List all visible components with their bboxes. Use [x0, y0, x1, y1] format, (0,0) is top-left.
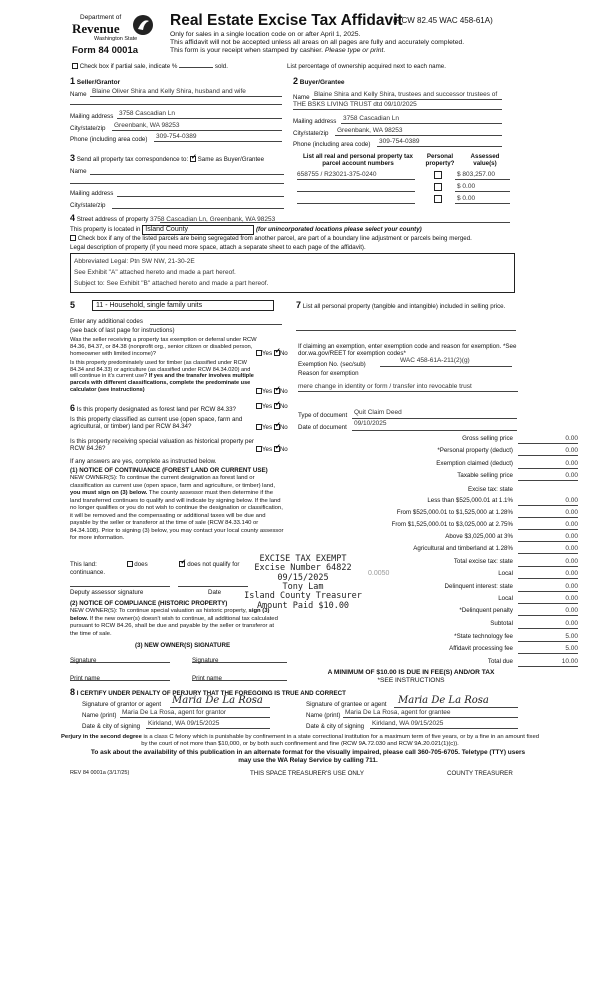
segregated-checkbox[interactable]: [70, 235, 76, 241]
personal-property-checkbox[interactable]: [434, 195, 442, 203]
land-use-select[interactable]: 11 - Household, single family units: [92, 300, 274, 311]
yes-checkbox[interactable]: [256, 403, 262, 409]
section4-street-row: 4 Street address of property 3758 Cascadian Ln, Greenbank, WA 98253: [70, 213, 276, 223]
buyer-name-line1[interactable]: Blaine Shira and Kelly Shira, trustees and successor trustees of: [314, 91, 498, 98]
fee-row: From $1,525,000.01 to $3,025,000 at 2.75% 0.00: [391, 521, 578, 528]
no-checkbox[interactable]: [274, 388, 280, 394]
same-as-buyer-checkbox[interactable]: [190, 156, 196, 162]
seller-city[interactable]: Greenbank, WA 98253: [114, 122, 180, 129]
exemption-no-label: Exemption No. (sec/sub): [298, 361, 366, 368]
fee-row: Taxable selling price 0.00: [457, 472, 578, 479]
yes-no-group: Yes ✓ No: [256, 388, 288, 395]
fee-row: Local 0.00: [498, 595, 578, 602]
parcel-number[interactable]: 658755 / R23021-375-0240: [297, 171, 377, 178]
seller-heading: 1 Seller/Grantor: [70, 76, 121, 86]
grantor-sig-label: Signature of grantor or agent: [82, 701, 162, 708]
assessed-value[interactable]: $ 0.00: [457, 183, 476, 190]
see-instructions-note: *SEE INSTRUCTIONS: [377, 677, 445, 684]
fee-row: Excise tax: state: [467, 486, 513, 493]
yes-no-group: Yes ✓ No: [256, 424, 288, 431]
rcw-reference: (RCW 82.45 WAC 458-61A): [393, 16, 493, 25]
legal-description-box[interactable]: [70, 253, 515, 293]
header-line2: This affidavit will not be accepted unless all areas on all pages are fully and accurately completed.: [170, 39, 465, 46]
fee-row: Less than $525,000.01 at 1.1% 0.00: [427, 497, 578, 504]
does-not-checkbox[interactable]: [179, 561, 185, 567]
notice3-title: (3) NEW OWNER(S) SIGNATURE: [135, 642, 231, 649]
no-checkbox[interactable]: [274, 424, 280, 430]
partial-sale-percent[interactable]: [179, 67, 213, 68]
q-historical: Is this property receiving special valuation as historical property per RCW 84.26?: [70, 438, 254, 453]
does-checkbox[interactable]: [127, 561, 133, 567]
street-address[interactable]: 3758 Cascadian Ln, Greenbank, WA 98253: [150, 216, 276, 223]
buyer-city-label: City/state/zip: [293, 130, 329, 137]
parcel-row: [297, 195, 512, 205]
notice2-text: NEW OWNER(S): To continue special valuation as historic property, sign (3) below. If the new owner(s) doesn't wish to continue, all additional tax calculated pursuant to RCW 84.26, shall be due and payable by the seller or transferor at the time of sale.: [70, 608, 278, 637]
q-current-use: Is this property classified as current use (open space, farm and agricultural, or timber) land per RCW 84.34?: [70, 416, 243, 431]
buyer-heading: 2 Buyer/Grantee: [293, 76, 345, 86]
reason-label: Reason for exemption: [298, 370, 359, 377]
signature-label: Signature: [192, 657, 219, 664]
section3-heading: 3 Send all property tax correspondence to: ✓ Same as Buyer/Grantee: [70, 153, 264, 164]
parcel-row: [297, 183, 512, 193]
fee-row: Affidavit processing fee 5.00: [449, 645, 578, 652]
personal-property-checkbox[interactable]: [434, 183, 442, 191]
grantee-name[interactable]: Maria De La Rosa, agent for grantee: [345, 709, 451, 716]
buyer-mailing-label: Mailing address: [293, 118, 337, 125]
grantor-name[interactable]: Maria De La Rosa, agent for grantor: [122, 709, 227, 716]
seller-phone[interactable]: 309-754-0389: [156, 133, 197, 140]
fee-row: Total due 10.00: [487, 658, 578, 665]
county-select[interactable]: Island County: [142, 225, 254, 235]
signature-label: Signature: [70, 657, 97, 664]
yes-no-group: Yes ✓ No: [256, 350, 288, 357]
no-checkbox[interactable]: [274, 403, 280, 409]
minimum-due-note: A MINIMUM OF $10.00 IS DUE IN FEE(S) AND/OR TAX: [327, 669, 495, 676]
notice1-text: NEW OWNER(S): To continue the current designation as forest land or classification as current use (open space, farm and agriculture, or timber) land, you must sign on (3) below. The county assessor must then determine if the land transferred continues to qualify and will indicate by signing below. If the land no longer qualifies or you do not wish to continue the designation or classification, it will be removed and the compensating or additional taxes will be due and payable by the seller or transferor at the time of sale (RCW 84.33.140 or 84.34.108). Prior to signing (3) below, you may contact your local county assessor for more information.: [70, 475, 284, 541]
fee-row: *Delinquent penalty 0.00: [459, 607, 578, 614]
grantee-date-label: Date & city of signing: [306, 723, 365, 730]
doc-type-label: Type of document: [298, 412, 348, 419]
fee-row: Above $3,025,000 at 3% 0.00: [445, 533, 578, 540]
partial-sale-checkbox[interactable]: [72, 63, 78, 69]
deputy-assessor-label: Deputy assessor signature: [70, 589, 144, 596]
section5-num: 5: [70, 300, 76, 310]
fee-row: *State technology fee 5.00: [454, 633, 578, 640]
grantee-name-label: Name (print): [306, 712, 341, 719]
section7-heading: 7 List all personal property (tangible and intangible) included in selling price.: [296, 300, 506, 310]
fee-row: Total excise tax: state 0.00: [453, 558, 578, 565]
buyer-mailing[interactable]: 3758 Cascadian Ln: [343, 115, 400, 122]
revision-code: REV 84 0001a (3/17/25): [70, 770, 130, 776]
buyer-name-label: Name: [293, 94, 310, 101]
yes-checkbox[interactable]: [256, 350, 262, 356]
see-back-note: (see back of last page for instructions): [70, 327, 175, 334]
notice1-title: (1) NOTICE OF CONTINUANCE (FOREST LAND OR CURRENT USE): [70, 467, 268, 474]
treasurer-use-label: THIS SPACE TREASURER'S USE ONLY: [250, 770, 364, 777]
section3-name-label: Name: [70, 168, 87, 175]
fee-row: *Personal property (deduct) 0.00: [437, 447, 578, 454]
partial-sale-row: Check box if partial sale, indicate % sold.: [72, 63, 292, 70]
section3-city-label: City/state/zip: [70, 202, 106, 209]
legal-label: Legal description of property (if you need more space, attach a separate sheet to each page of the affidavit).: [70, 244, 366, 251]
buyer-name-line2[interactable]: THE BSKS LIVING TRUST dtd 09/10/2025: [293, 101, 417, 108]
section3-mailing-label: Mailing address: [70, 190, 114, 197]
yes-checkbox[interactable]: [256, 446, 262, 452]
q-forest-land: 6 Is this property designated as forest land per RCW 84.33?: [70, 403, 236, 413]
fee-row: From $525,000.01 to $1,525,000 at 1.28% 0.00: [396, 509, 578, 516]
q-exemption-deferral: Was the seller receiving a property tax exemption or deferral under RCW 84.36, 84.37, or 84.38 (nonprofit org., senior citizen or disabled person, homeowner with limited income)?: [70, 337, 257, 357]
grantor-signature[interactable]: Maria De La Rosa: [172, 695, 263, 706]
assessed-value[interactable]: $ 803,257.00: [457, 171, 495, 178]
form-number: Form 84 0001a: [72, 45, 139, 56]
exemption-number[interactable]: WAC 458-61A-211(2)(g): [400, 357, 470, 364]
buyer-phone[interactable]: 309-754-0389: [379, 138, 420, 145]
exemption-instructions: If claiming an exemption, enter exemption code and reason for exemption. *See dor.wa.gov/REET for exemption codes*: [298, 343, 517, 358]
agency-line1: Department of: [80, 14, 122, 21]
exemption-reason[interactable]: mere change in identity or form / transfer into revocable trust: [298, 383, 472, 390]
fee-row: Gross selling price 0.00: [462, 435, 578, 442]
yes-no-group: Yes ✓ No: [256, 446, 288, 453]
fee-row: Subtotal 0.00: [490, 620, 578, 627]
buyer-phone-label: Phone (including area code): [293, 141, 371, 148]
q-timber-agriculture: Is this property predominately used for timber (as classified under RCW 84.34 and 84.33) or agriculture (as classified under RCW 84.34.020) and will continue in it's current use? If yes and the transfer involves multiple parcels with different classifications, complete the predominate use calculator (see instructions): [70, 360, 254, 393]
local-rate: 0.0050: [368, 570, 390, 577]
yes-checkbox[interactable]: [256, 388, 262, 394]
treasurer-stamp: EXCISE TAX EXEMPT Excise Number 64822 09/15/2025 Tony Lam Island County Treasurer Amount Paid $10.00: [244, 554, 362, 611]
continuance-label: continuance.: [70, 569, 106, 576]
grantee-sig-label: Signature of grantee or agent: [306, 701, 387, 708]
personal-property-checkbox[interactable]: [434, 171, 442, 179]
doc-type[interactable]: Quit Claim Deed: [354, 409, 402, 416]
assessed-value[interactable]: $ 0.00: [457, 195, 476, 202]
header-line3: This form is your receipt when stamped by cashier. Please type or print.: [170, 47, 386, 54]
additional-codes-label: Enter any additional codes: [70, 318, 143, 325]
form-title: Real Estate Excise Tax Affidavit: [170, 12, 403, 29]
fee-row: Exemption claimed (deduct) 0.00: [436, 460, 578, 467]
seller-mailing-label: Mailing address: [70, 113, 114, 120]
grantor-date-city[interactable]: Kirkland, WA 09/15/2025: [148, 720, 220, 727]
parcel-row: [297, 171, 512, 181]
seller-name[interactable]: Blaine Oliver Shira and Kelly Shira, husband and wife: [92, 88, 246, 95]
no-checkbox[interactable]: [274, 350, 280, 356]
doc-date[interactable]: 09/10/2025: [354, 420, 387, 427]
agency-state: Washington State: [94, 36, 138, 42]
personal-col-header: Personal property?: [425, 153, 455, 168]
yes-no-group: Yes ✓ No: [256, 403, 288, 410]
grantor-name-label: Name (print): [82, 712, 117, 719]
seller-name-label: Name: [70, 91, 87, 98]
assessed-col-header: Assessed value(s): [470, 153, 500, 168]
this-land-row: This land: does ✓ does not qualify for: [70, 561, 285, 568]
buyer-city[interactable]: Greenbank, WA 98253: [337, 127, 403, 134]
parcel-col-header: List all real and personal property tax parcel account numbers: [302, 153, 414, 168]
legal-line: Subject to: See Exhibit "B" attached hereto and made a part hereof.: [74, 279, 269, 287]
seller-mailing[interactable]: 3758 Cascadian Ln: [119, 110, 176, 117]
yes-checkbox[interactable]: [256, 424, 262, 430]
availability-note: To ask about the availability of this publication in an alternate format for the visually impaired, please call 360-705-6705. Teletype (TTY) users may use the WA Relay Service by calling 711.: [90, 749, 526, 764]
grantee-date-city[interactable]: Kirkland, WA 09/15/2025: [372, 720, 444, 727]
grantor-date-label: Date & city of signing: [82, 723, 141, 730]
section8-heading: 8 I CERTIFY UNDER PENALTY OF PERJURY THAT THE FOREGOING IS TRUE AND CORRECT: [70, 687, 346, 697]
located-row: This property is located in Island County (for unincorporated locations please select your county): [70, 225, 530, 235]
seller-phone-label: Phone (including area code): [70, 136, 148, 143]
county-treasurer-label: COUNTY TREASURER: [447, 770, 513, 777]
if-yes-note: If any answers are yes, complete as instructed below.: [70, 458, 217, 465]
notice2-title: (2) NOTICE OF COMPLIANCE (HISTORIC PROPERTY): [70, 600, 228, 607]
doc-date-label: Date of document: [298, 424, 347, 431]
ownership-note: List percentage of ownership acquired next to each name.: [287, 63, 446, 70]
fee-row: Delinquent interest: state 0.00: [444, 583, 578, 590]
seller-city-label: City/state/zip: [70, 125, 106, 132]
legal-line: Abbreviated Legal: Ptn SW NW, 21-30-2E: [74, 258, 195, 265]
no-checkbox[interactable]: [274, 446, 280, 452]
print-name-label: Print name: [70, 675, 100, 682]
perjury-note: Perjury in the second degree is a class C felony which is punishable by confinement in a state correctional institution for a maximum term of five years, or by a fine in an amount fixed by the court of not more than $10,000, or by both such confinement and fine (RCW 9A.72.030 and RCW 9A.20.021(1)(c)).: [60, 734, 539, 748]
fee-row: Agricultural and timberland at 1.28% 0.00: [413, 545, 578, 552]
grantee-signature[interactable]: Maria De La Rosa: [398, 695, 489, 706]
segregated-row: Check box if any of the listed parcels are being segregated from another parcel, are part of a boundary line adjustment or parcels being merged.: [70, 235, 540, 242]
dor-logo: [72, 12, 154, 58]
dor-emblem-icon: [132, 14, 154, 36]
agency-name: Revenue: [72, 21, 120, 36]
fee-row: Local 0.00: [498, 570, 578, 577]
header-line1: Only for sales in a single location code on or after April 1, 2025.: [170, 31, 361, 38]
legal-line: See Exhibit "A" attached hereto and made a part hereof.: [74, 268, 236, 276]
date-label: Date: [208, 589, 222, 596]
print-name-label: Print name: [192, 675, 222, 682]
